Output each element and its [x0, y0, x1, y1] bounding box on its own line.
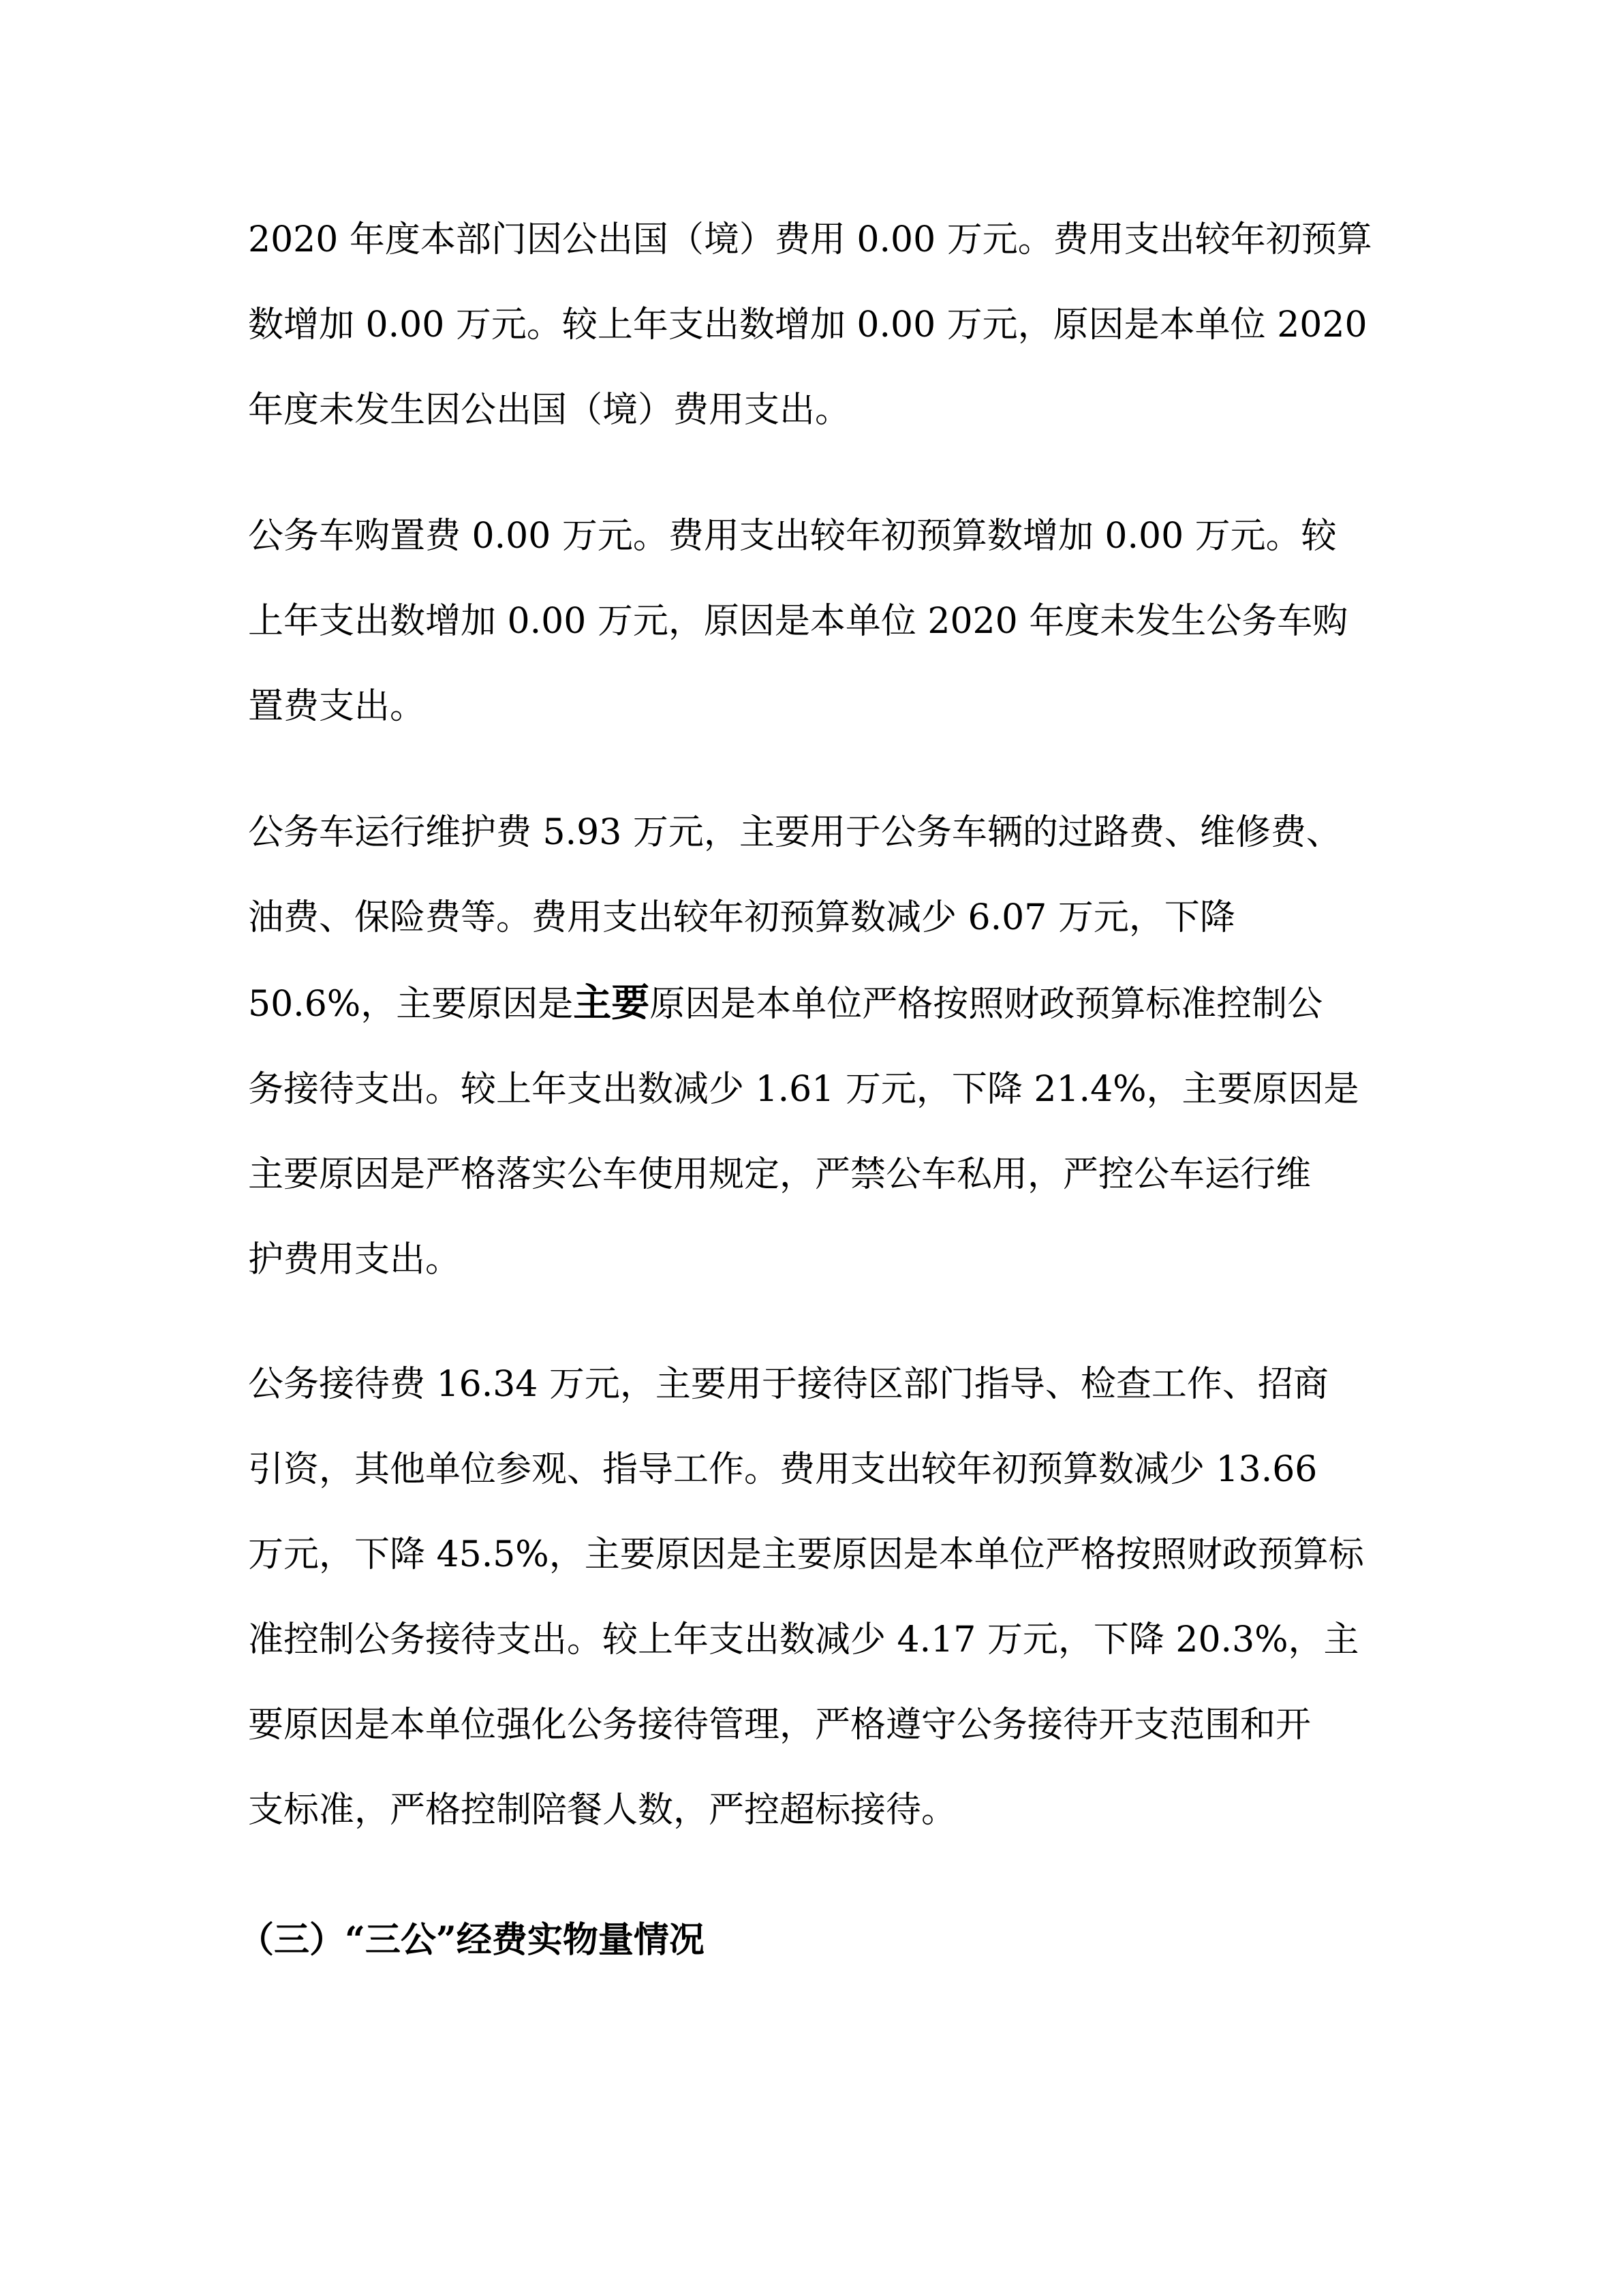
- text-line: 公务车购置费 0.00 万元。费用支出较年初预算数增加 0.00 万元。较: [248, 516, 1337, 557]
- text-line: 年度未发生因公出国（境）费用支出。: [248, 390, 851, 431]
- paragraph-official-reception: [248, 1342, 1393, 1853]
- text-line: 万元，下降 45.5%，主要原因是主要原因是本单位严格按照财政预算标: [248, 1534, 1364, 1575]
- text-segment: 50.6%，主要原因是: [248, 984, 574, 1025]
- text-line: 护费用支出。: [248, 1239, 461, 1280]
- text-segment: 原因是本单位严格按照财政预算标准控制公: [649, 984, 1323, 1025]
- text-line: 要原因是本单位强化公务接待管理，严格遵守公务接待开支范围和开: [248, 1705, 1312, 1746]
- paragraph-vehicle-maintenance: [248, 790, 1393, 1303]
- text-line: 准控制公务接待支出。较上年支出数减少 4.17 万元，下降 20.3%，主: [248, 1619, 1359, 1660]
- text-line: 上年支出数增加 0.00 万元，原因是本单位 2020 年度未发生公务车购: [248, 601, 1348, 642]
- text-line: 主要原因是严格落实公车使用规定，严禁公车私用，严控公车运行维: [248, 1154, 1312, 1195]
- section-heading: （三）“三公”经费实物量情况: [238, 1919, 705, 1961]
- text-line: 油费、保险费等。费用支出较年初预算数减少 6.07 万元，下降: [248, 897, 1235, 938]
- emphasized-text: 主要: [573, 981, 650, 1025]
- text-line: 数增加 0.00 万元。较上年支出数增加 0.00 万元，原因是本单位 2020: [248, 305, 1367, 345]
- text-line: 引资，其他单位参观、指导工作。费用支出较年初预算数减少 13.66: [248, 1449, 1318, 1490]
- text-line: 2020 年度本部门因公出国（境）费用 0.00 万元。费用支出较年初预算: [248, 219, 1372, 260]
- paragraph-overseas-travel: [248, 198, 1393, 453]
- paragraph-vehicle-purchase: [248, 494, 1393, 749]
- text-line: 支标准，严格控制陪餐人数，严控超标接待。: [248, 1790, 957, 1831]
- text-line: 务接待支出。较上年支出数减少 1.61 万元，下降 21.4%，主要原因是: [248, 1069, 1359, 1110]
- text-line: [248, 961, 1393, 1047]
- text-line: 公务车运行维护费 5.93 万元，主要用于公务车辆的过路费、维修费、: [248, 812, 1342, 853]
- text-line: 公务接待费 16.34 万元，主要用于接待区部门指导、检查工作、招商: [248, 1364, 1329, 1405]
- text-line: 置费支出。: [248, 686, 426, 727]
